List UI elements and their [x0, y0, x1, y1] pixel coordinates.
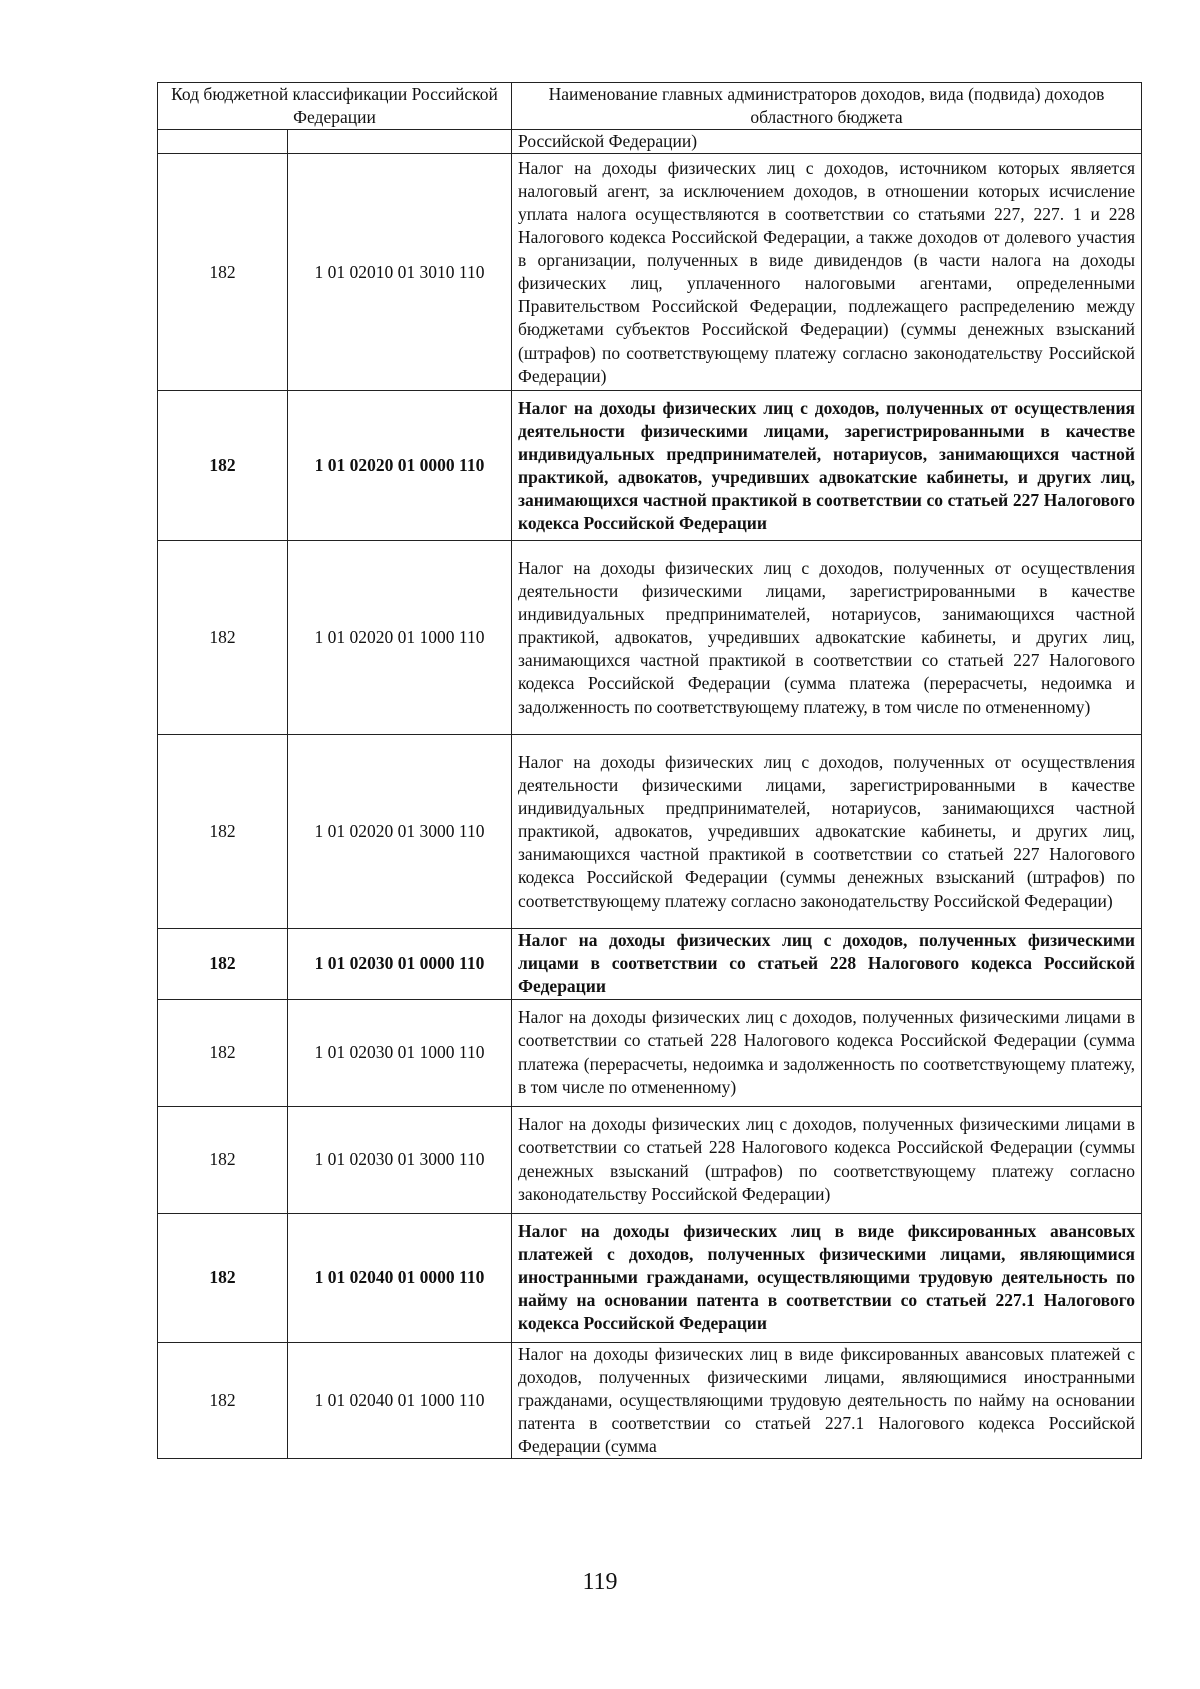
admin-code-cell: 182	[158, 541, 288, 735]
income-name-cell: Налог на доходы физических лиц с доходов, полученных от осуществления деятельности физическими лицами, зарегистрированными в качестве индивидуальных предпринимателей, нотариусов, занимающихся частной практикой, адвокатов, учредивших адвокатские кабинеты, и других лиц, занимающихся частной практикой в соответствии со статьей 227 Налогового кодекса Российской Федерации (сумма платежа (перерасчеты, недоимка и задолженность по соответствующему платежу, в том числе по отмененному)	[512, 541, 1142, 735]
continuation-row	[158, 130, 1142, 154]
classification-code-cell: 1 01 02020 01 3000 110	[288, 735, 512, 929]
income-name-cell: Налог на доходы физических лиц в виде фиксированных авансовых платежей с доходов, полученных физическими лицами, являющимися иностранными гражданами, осуществляющими трудовую деятельность по найму на основании патента в соответствии со статьей 227.1 Налогового кодекса Российской Федерации (сумма	[512, 1342, 1142, 1458]
table-row	[158, 154, 1142, 391]
classification-code-cell: 1 01 02030 01 3000 110	[288, 1106, 512, 1213]
empty-cell	[158, 130, 288, 154]
page-number: 119	[582, 1569, 618, 1595]
admin-code-cell: 182	[158, 1213, 288, 1342]
continuation-text: Российской Федерации)	[512, 130, 1142, 154]
classification-code-cell: 1 01 02020 01 1000 110	[288, 541, 512, 735]
table-row	[158, 541, 1142, 735]
income-name-cell: Налог на доходы физических лиц с доходов, полученных от осуществления деятельности физическими лицами, зарегистрированными в качестве индивидуальных предпринимателей, нотариусов, занимающихся частной практикой, адвокатов, учредивших адвокатские кабинеты, и других лиц, занимающихся частной практикой в соответствии со статьей 227 Налогового кодекса Российской Федерации (суммы денежных взысканий (штрафов) по соответствующему платежу согласно законодательству Российской Федерации)	[512, 735, 1142, 929]
income-name-cell: Налог на доходы физических лиц с доходов, полученных физическими лицами в соответствии со статьей 228 Налогового кодекса Российской Федерации	[512, 929, 1142, 999]
admin-code-cell: 182	[158, 1342, 288, 1458]
admin-code-cell: 182	[158, 391, 288, 541]
classification-code-cell: 1 01 02040 01 1000 110	[288, 1342, 512, 1458]
empty-cell	[288, 130, 512, 154]
classification-code-cell: 1 01 02030 01 0000 110	[288, 929, 512, 999]
admin-code-cell: 182	[158, 154, 288, 391]
table-row	[158, 1342, 1142, 1458]
income-name-cell: Налог на доходы физических лиц с доходов, полученных физическими лицами в соответствии со статьей 228 Налогового кодекса Российской Федерации (сумма платежа (перерасчеты, недоимка и задолженность по соответствующему платежу, в том числе по отмененному)	[512, 999, 1142, 1106]
admin-code-cell: 182	[158, 1106, 288, 1213]
table-row	[158, 1106, 1142, 1213]
income-name-cell: Налог на доходы физических лиц в виде фиксированных авансовых платежей с доходов, полученных физическими лицами, являющимися иностранными гражданами, осуществляющими трудовую деятельность по найму на основании патента в соответствии со статьей 227.1 Налогового кодекса Российской Федерации	[512, 1213, 1142, 1342]
table-row	[158, 929, 1142, 999]
table-row	[158, 1213, 1142, 1342]
table-row	[158, 735, 1142, 929]
table-header-row	[158, 83, 1142, 130]
header-name-column: Наименование главных администраторов доходов, вида (подвида) доходов областного бюджета	[512, 83, 1142, 130]
classification-code-cell: 1 01 02040 01 0000 110	[288, 1213, 512, 1342]
header-code-column: Код бюджетной классификации Российской Федерации	[158, 83, 512, 130]
income-name-cell: Налог на доходы физических лиц с доходов, источником которых является налоговый агент, за исключением доходов, в отношении которых исчисление уплата налога осуществляются в соответствии со статьями 227, 227. 1 и 228 Налогового кодекса Российской Федерации, а также доходов от долевого участия в организации, полученных в виде дивидендов (в части налога на доходы физических лиц, уплаченного налоговыми агентами, определенными Правительством Российской Федерации, подлежащего распределению между бюджетами субъектов Российской Федерации) (суммы денежных взысканий (штрафов) по соответствующему платежу согласно законодательству Российской Федерации)	[512, 154, 1142, 391]
budget-classification-table	[157, 82, 1142, 1459]
table-row	[158, 999, 1142, 1106]
admin-code-cell: 182	[158, 735, 288, 929]
admin-code-cell: 182	[158, 999, 288, 1106]
table-row	[158, 391, 1142, 541]
income-name-cell: Налог на доходы физических лиц с доходов, полученных физическими лицами в соответствии со статьей 228 Налогового кодекса Российской Федерации (суммы денежных взысканий (штрафов) по соответствующему платежу согласно законодательству Российской Федерации)	[512, 1106, 1142, 1213]
classification-code-cell: 1 01 02010 01 3010 110	[288, 154, 512, 391]
income-name-cell: Налог на доходы физических лиц с доходов, полученных от осуществления деятельности физическими лицами, зарегистрированными в качестве индивидуальных предпринимателей, нотариусов, занимающихся частной практикой, адвокатов, учредивших адвокатские кабинеты, и других лиц, занимающихся частной практикой в соответствии со статьей 227 Налогового кодекса Российской Федерации	[512, 391, 1142, 541]
admin-code-cell: 182	[158, 929, 288, 999]
classification-code-cell: 1 01 02020 01 0000 110	[288, 391, 512, 541]
classification-code-cell: 1 01 02030 01 1000 110	[288, 999, 512, 1106]
